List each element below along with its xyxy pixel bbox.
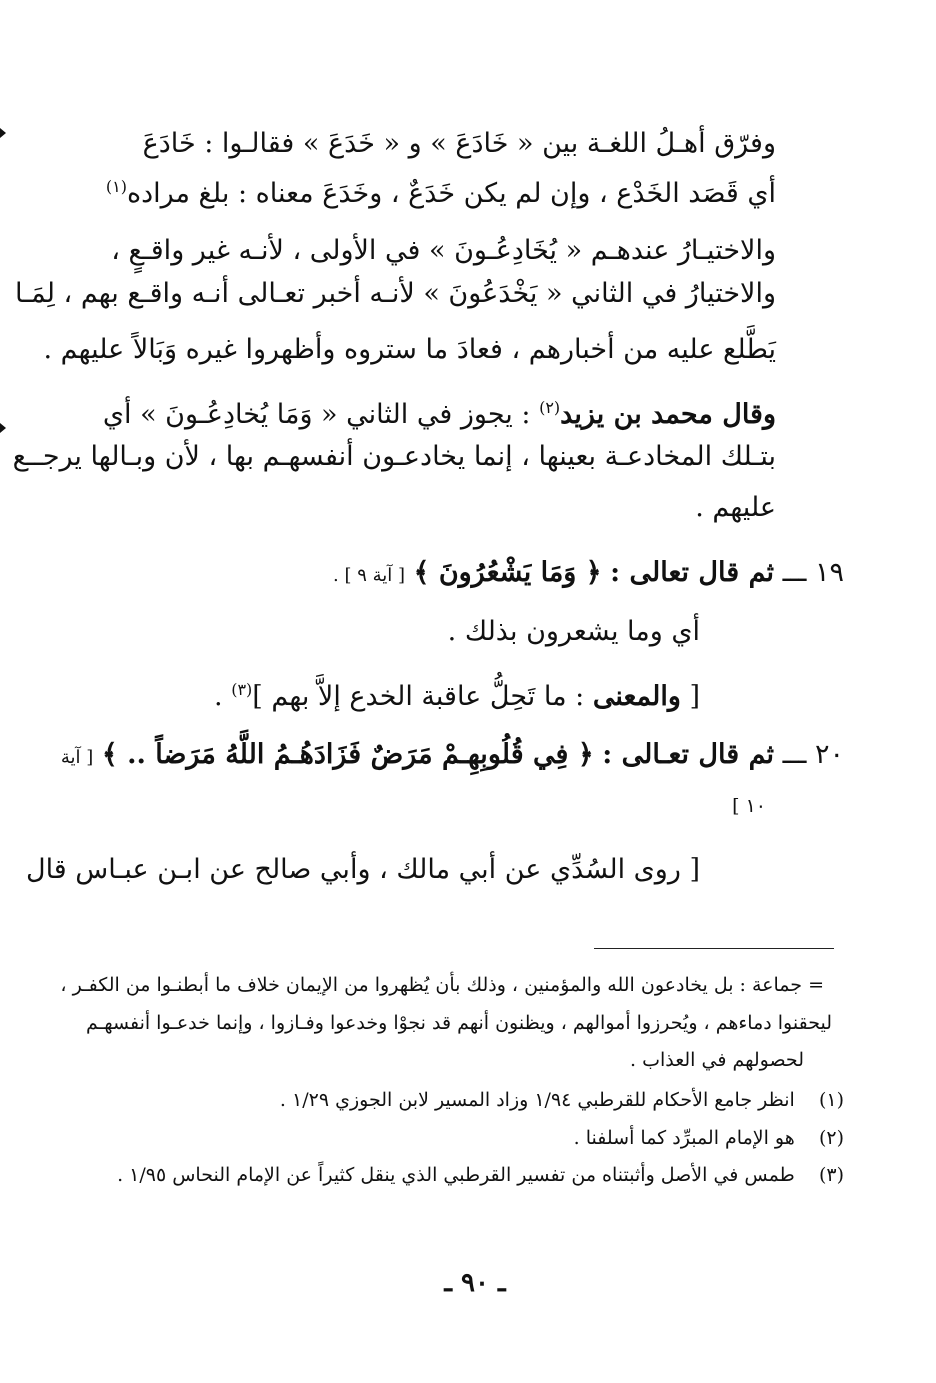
paragraph2-line1: والاختيـارُ عندهـم « يُخَادِعُـونَ » في الأولى ، لأنـه غير واقـعٍ ، [111, 235, 776, 266]
footnote-continuation-line3: لحصولهم في العذاب . [630, 1049, 804, 1071]
verse19-meaning-line [214, 670, 700, 717]
verse20-heading [61, 735, 844, 778]
footnote-2 [574, 1123, 844, 1153]
paragraph1-line2 [106, 167, 776, 214]
verse20-ayah-open: [ آية [60, 747, 94, 768]
speaker-name: وقال محمد بن يزيد [560, 399, 776, 430]
meaning-end: . [214, 681, 232, 712]
footnote-continuation-line1: = جماعة : بل يخادعون الله والمؤمنين ، وذلك بأن يُظهروا من الإيمان خلاف ما أبطنـوا من الكفـر ، [60, 974, 824, 996]
paragraph4-line1: [ روى السُدِّي عن أبي مالك ، وأبي صالح عن ابـن عبـاس قال [25, 854, 700, 885]
footnote-2-number: (٢) [818, 1127, 844, 1149]
meaning-label: والمعنى [592, 681, 681, 712]
paragraph1-line2-text: أي قَصَد الخَدْع ، وإن لم يكن خَدَعٌ ، وخَدَعَ معناه : بلغ مراده [126, 178, 776, 209]
footnote-ref-3: (٣) [231, 680, 253, 699]
footnote-1 [280, 1085, 844, 1115]
paragraph3-line2: بتـلك المخادعـة بعينها ، إنما يخادعـون أنفسهـم بها ، لأن وبـالها يرجــع [12, 441, 776, 472]
verse19-heading [333, 553, 844, 596]
verse20-intro: ثم قال تعـالى : [602, 739, 775, 770]
footnote-1-number: (١) [818, 1089, 844, 1111]
footnote-ref-1: (١) [105, 177, 127, 196]
footnote-separator [594, 948, 834, 949]
footnote-3-text: طمس في الأصل وأثبتناه من تفسير القرطبي الذي ينقل كثيراً عن الإمام النحاس ١/٩٥ . [117, 1164, 795, 1186]
paragraph2-line3: يَطَّلع عليه من أخبارهم ، فعادَ ما ستروه وأظهروا غيره وَبَالاً عليهم . [43, 334, 776, 365]
page-number: ـ ٩٠ ـ [444, 1268, 506, 1298]
verse19-ayah: [ آية ٩ ] . [333, 565, 405, 586]
footnote-3-number: (٣) [818, 1164, 844, 1186]
verse20-number: ٢٠ ـــ [782, 739, 844, 770]
footnote-ref-2: (٢) [539, 398, 561, 417]
verse20-ayah-close: ١٠ ] [732, 795, 766, 817]
verse19-intro: ثم قال تعالى : [610, 557, 775, 588]
verse20-quote: ﴿ فِي قُلُوبِهِـمْ مَرَضٌ فَزَادَهُـمُ اللَّهُ مَرَضاً .. ﴾ [101, 739, 594, 770]
verse19-number: ١٩ ـــ [782, 557, 844, 588]
verse19-expl-line1: أي وما يشعرون بذلك . [447, 616, 700, 647]
meaning-text: : ما تَحِلُّ عاقبة الخدع إلاَّ بهم ] [252, 681, 593, 712]
paragraph1-line1: وفرّق أهـلُ اللغـة بين « خَادَعَ » و « خَدَعَ » فقالـوا : خَادَعَ [142, 128, 776, 159]
paragraph2-line2: والاختيارُ في الثاني « يَخْدَعُونَ » لأنـه أخبر تعـالى أنـه واقـع بهم ، لِمَـا [14, 278, 776, 309]
verse19-quote: ﴿ وَمَا يَشْعُرُونَ ﴾ [413, 557, 602, 588]
paragraph3-line1 [103, 388, 776, 435]
edge-mark-top [0, 128, 6, 138]
edge-mark-middle [0, 423, 6, 433]
footnote-1-text: انظر جامع الأحكام للقرطبي ١/٩٤ وزاد المسير لابن الجوزي ١/٢٩ . [279, 1089, 795, 1111]
meaning-bracket-open: [ [680, 681, 700, 712]
footnote-2-text: هو الإمام المبرِّد كما أسلفنا . [573, 1127, 795, 1149]
paragraph3-line3: عليهم . [695, 492, 776, 523]
footnote-3 [117, 1160, 844, 1190]
paragraph3-line1-rest: : يجوز في الثاني « وَمَا يُخادِعُـونَ » أي [102, 399, 540, 430]
footnote-continuation-line2: ليحقنوا دماءهم ، ويُحرزوا أموالهم ، ويظنون أنهم قد نجوْا وخدعوا وفـازوا ، وإنما خدعـوا أنفسهـم [86, 1012, 832, 1034]
